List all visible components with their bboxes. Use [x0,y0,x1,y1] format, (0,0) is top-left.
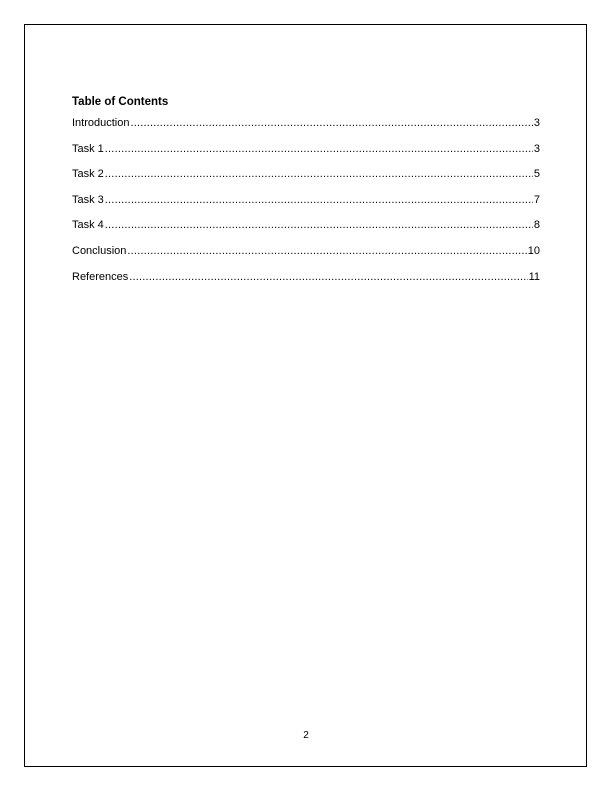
toc-entry-page: 5 [533,168,540,181]
dot-leader [105,168,533,180]
toc-entry-label: Task 2 [72,168,104,181]
toc-entry-page: 7 [533,193,540,206]
toc-entry-introduction[interactable] [72,117,540,143]
toc-entry-page: 10 [527,244,540,257]
toc-entry-task-4[interactable] [72,219,540,245]
toc-entry-task-1[interactable] [72,143,540,169]
dot-leader [129,271,527,283]
dot-leader [105,194,533,206]
toc-entry-page: 3 [533,142,540,155]
dot-leader [127,245,526,257]
toc-entry-label: Task 1 [72,142,104,155]
toc-entry-label: Task 4 [72,219,104,232]
toc-entry-conclusion[interactable] [72,245,540,271]
dot-leader [105,143,533,155]
toc-entry-page: 8 [533,219,540,232]
toc-entry-page: 11 [528,270,540,283]
toc-entry-label: Conclusion [72,244,127,257]
toc-title: Table of Contents [72,96,169,108]
page-number: 2 [303,730,309,741]
toc-entry-page: 3 [533,117,540,129]
table-of-contents [72,117,540,296]
toc-entry-task-3[interactable] [72,194,540,220]
toc-entry-label: Task 3 [72,193,104,206]
toc-entry-label: References [72,270,129,283]
toc-entry-task-2[interactable] [72,168,540,194]
dot-leader [130,117,532,129]
toc-entry-references[interactable] [72,271,540,297]
toc-entry-label: Introduction [72,117,130,129]
dot-leader [105,219,533,231]
